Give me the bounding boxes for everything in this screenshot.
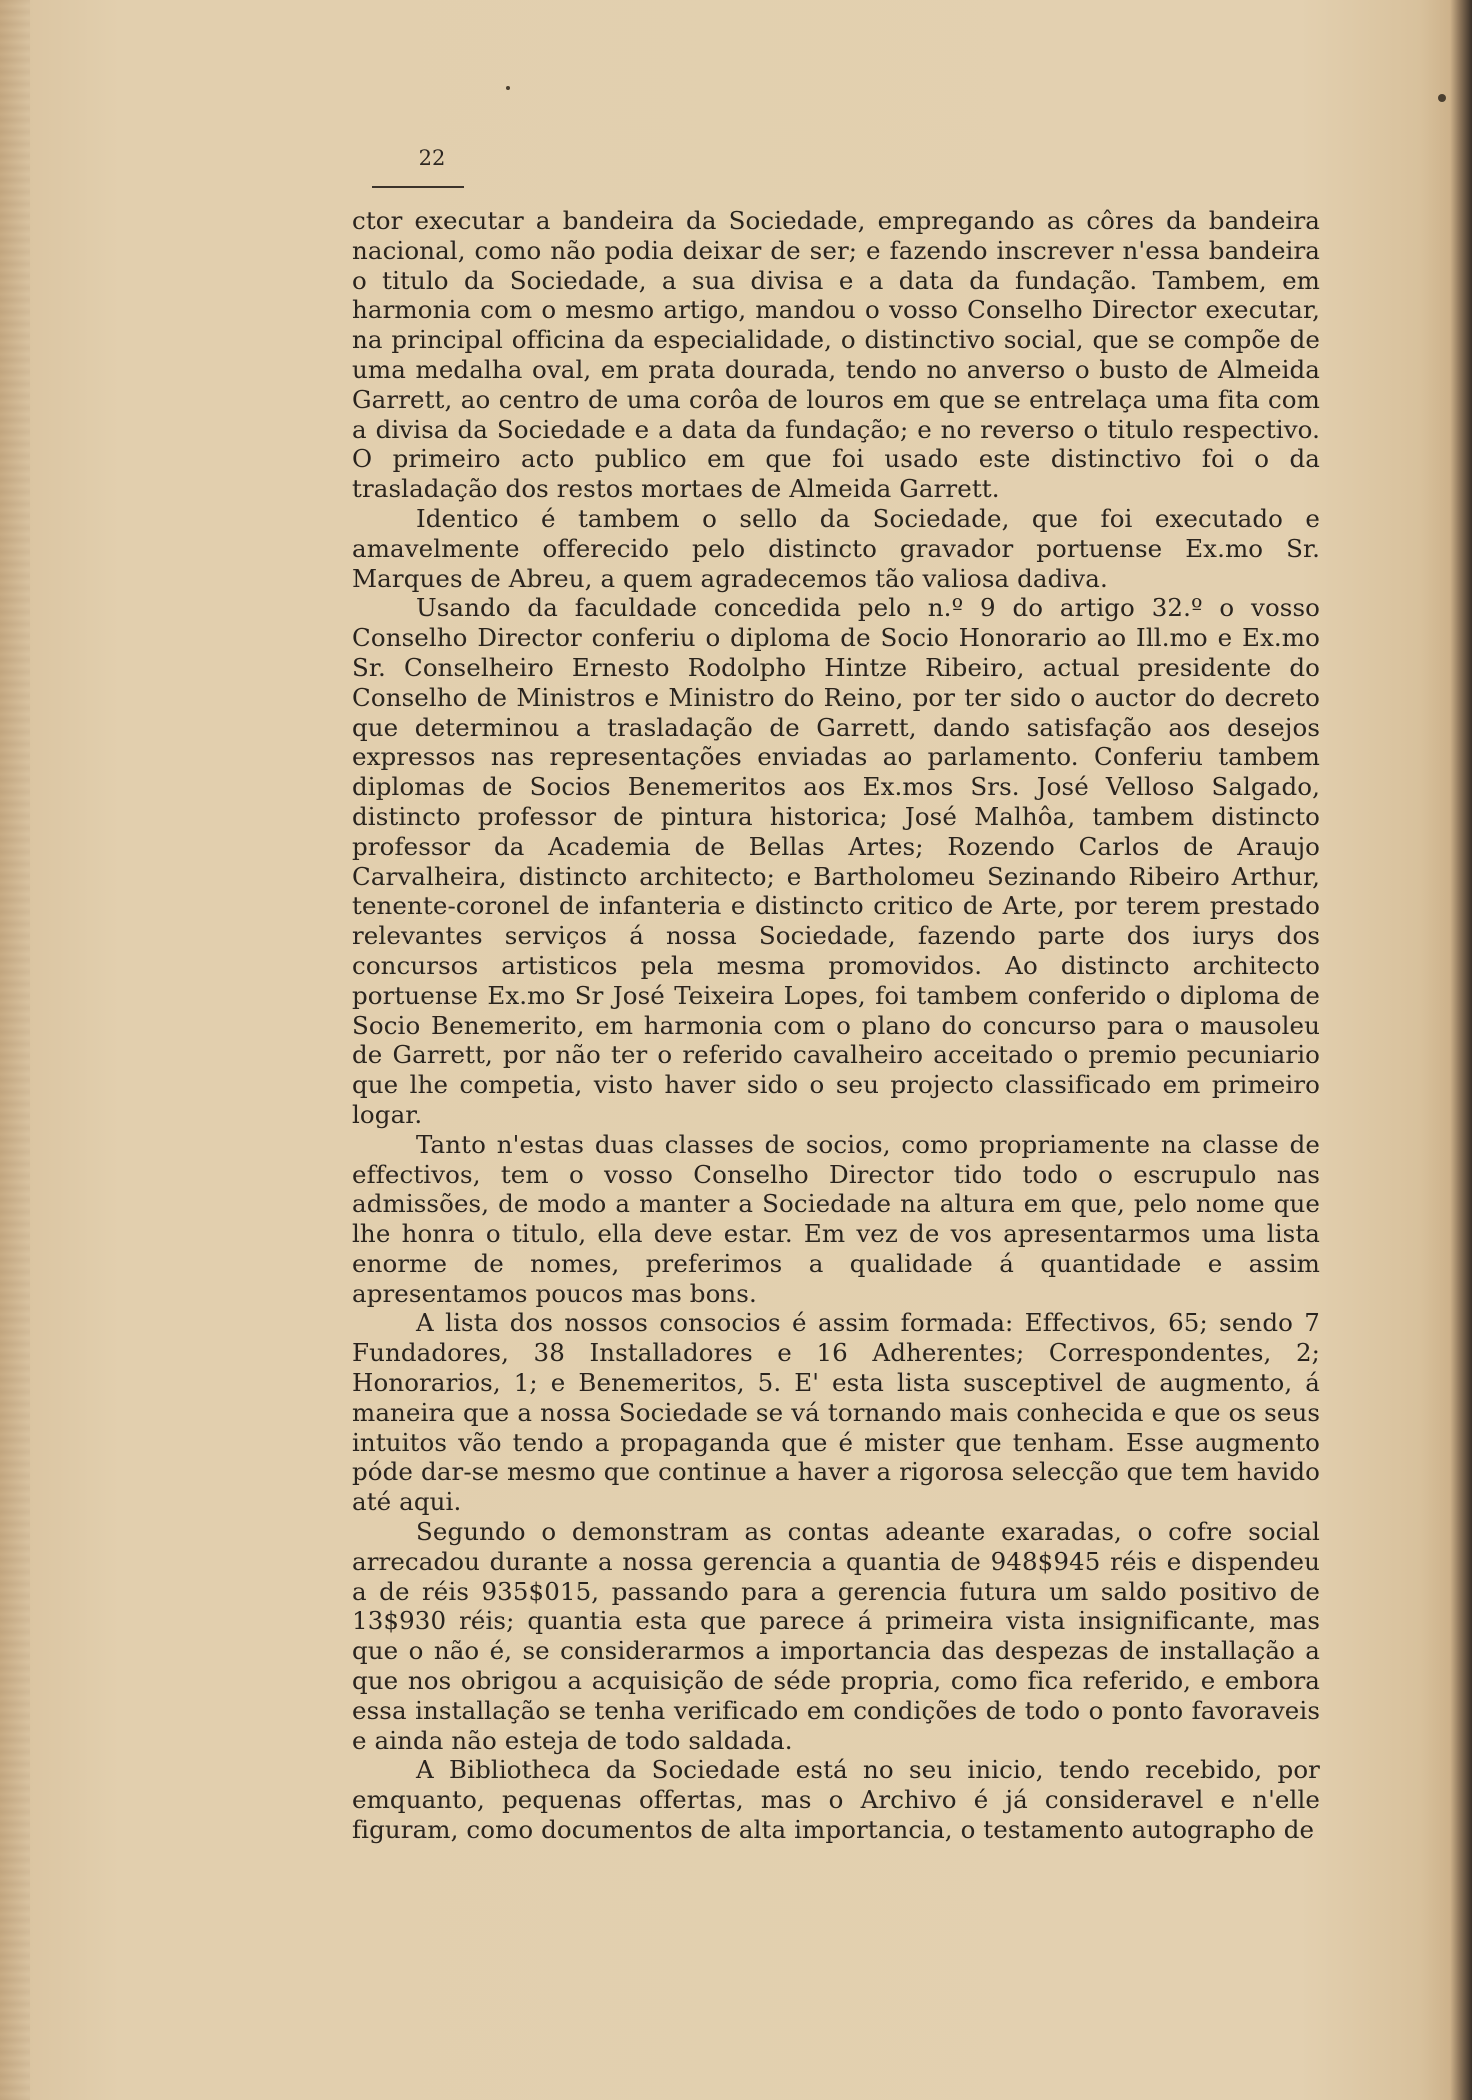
paragraph: Segundo o demonstram as contas adeante exaradas, o cofre social arrecadou durante a nossa gerencia a quantia de 948$945 réis e dispendeu a de réis 935$015, passando para a gerencia futura um saldo positivo de 13$930 réis; quantia esta que parece á primeira vista insignificante, mas que o não é, se considerarmos a importancia das despezas de installação a que nos obrigou a acquisição de séde propria, como fica referido, e embora essa installação se tenha verificado em condições de todo o ponto favoraveis e ainda não esteja de todo saldada. bbox=[352, 1517, 1320, 1755]
ink-spot bbox=[1438, 94, 1446, 102]
paragraph: ctor executar a bandeira da Sociedade, empregando as côres da bandeira nacional, como não podia deixar de ser; e fazendo inscrever n'essa bandeira o titulo da Sociedade, a sua divisa e a data da fundação. Tambem, em harmonia com o mesmo artigo, mandou o vosso Conselho Director executar, na principal officina da especialidade, o distinctivo social, que se compõe de uma medalha oval, em prata dourada, tendo no anverso o busto de Almeida Garrett, ao centro de uma corôa de louros em que se entrelaça uma fita com a divisa da Sociedade e a data da fundação; e no reverso o titulo respectivo. O primeiro acto publico em que foi usado este distinctivo foi o da trasladação dos restos mortaes de Almeida Garrett. bbox=[352, 206, 1320, 504]
page-binding-edge bbox=[0, 0, 30, 2100]
ink-spot bbox=[506, 86, 510, 90]
paragraph: Tanto n'estas duas classes de socios, como propriamente na classe de effectivos, tem o vosso Conselho Director tido todo o escrupulo nas admissões, de modo a manter a Sociedade na altura em que, pelo nome que lhe honra o titulo, ella deve estar. Em vez de vos apresentarmos uma lista enorme de nomes, preferimos a qualidade á quantidade e assim apresentamos poucos mas bons. bbox=[352, 1129, 1320, 1308]
paragraph: Identico é tambem o sello da Sociedade, que foi executado e amavelmente offerecido pelo distincto gravador portuense Ex.mo Sr. Marques de Abreu, a quem agradecemos tão valiosa dadiva. bbox=[352, 503, 1320, 593]
paragraph: A lista dos nossos consocios é assim formada: Effectivos, 65; sendo 7 Fundadores, 38 Installadores e 16 Adherentes; Correspondentes, 2; Honorarios, 1; e Benemeritos, 5. E' esta lista susceptivel de augmento, á maneira que a nossa Sociedade se vá tornando mais conhecida e que os seus intuitos vão tendo a propaganda que é mister que tenham. Esse augmento póde dar-se mesmo que continue a haver a rigorosa selecção que tem havido até aqui. bbox=[352, 1308, 1320, 1517]
page-number-rule bbox=[372, 186, 464, 188]
paragraph: Usando da faculdade concedida pelo n.º 9 do artigo 32.º o vosso Conselho Director conferiu o diploma de Socio Honorario ao Ill.mo e Ex.mo Sr. Conselheiro Ernesto Rodolpho Hintze Ribeiro, actual presidente do Conselho de Ministros e Ministro do Reino, por ter sido o auctor do decreto que determinou a trasladação de Garrett, dando satisfação aos desejos expressos nas representações enviadas ao parlamento. Conferiu tambem diplomas de Socios Benemeritos aos Ex.mos Srs. José Velloso Salgado, distincto professor de pintura historica; José Malhôa, tambem distincto professor da Academia de Bellas Artes; Rozendo Carlos de Araujo Carvalheira, distincto architecto; e Bartholomeu Sezinando Ribeiro Arthur, tenente-coronel de infanteria e distincto critico de Arte, por terem prestado relevantes serviços á nossa Sociedade, fazendo parte dos iurys dos concursos artisticos pela mesma promovidos. Ao distincto architecto portuense Ex.mo Sr José Teixeira Lopes, foi tambem conferido o diploma de Socio Benemerito, em harmonia com o plano do concurso para o mausoleu de Garrett, por não ter o referido cavalheiro acceitado o premio pecuniario que lhe competia, visto haver sido o seu projecto classificado em primeiro logar. bbox=[352, 593, 1320, 1129]
page-number: 22 bbox=[418, 146, 446, 170]
body-text bbox=[352, 206, 1320, 1845]
paragraph: A Bibliotheca da Sociedade está no seu inicio, tendo recebido, por emquanto, pequenas offertas, mas o Archivo é já consideravel e n'elle figuram, como documentos de alta importancia, o testamento autographo de bbox=[352, 1755, 1320, 1845]
